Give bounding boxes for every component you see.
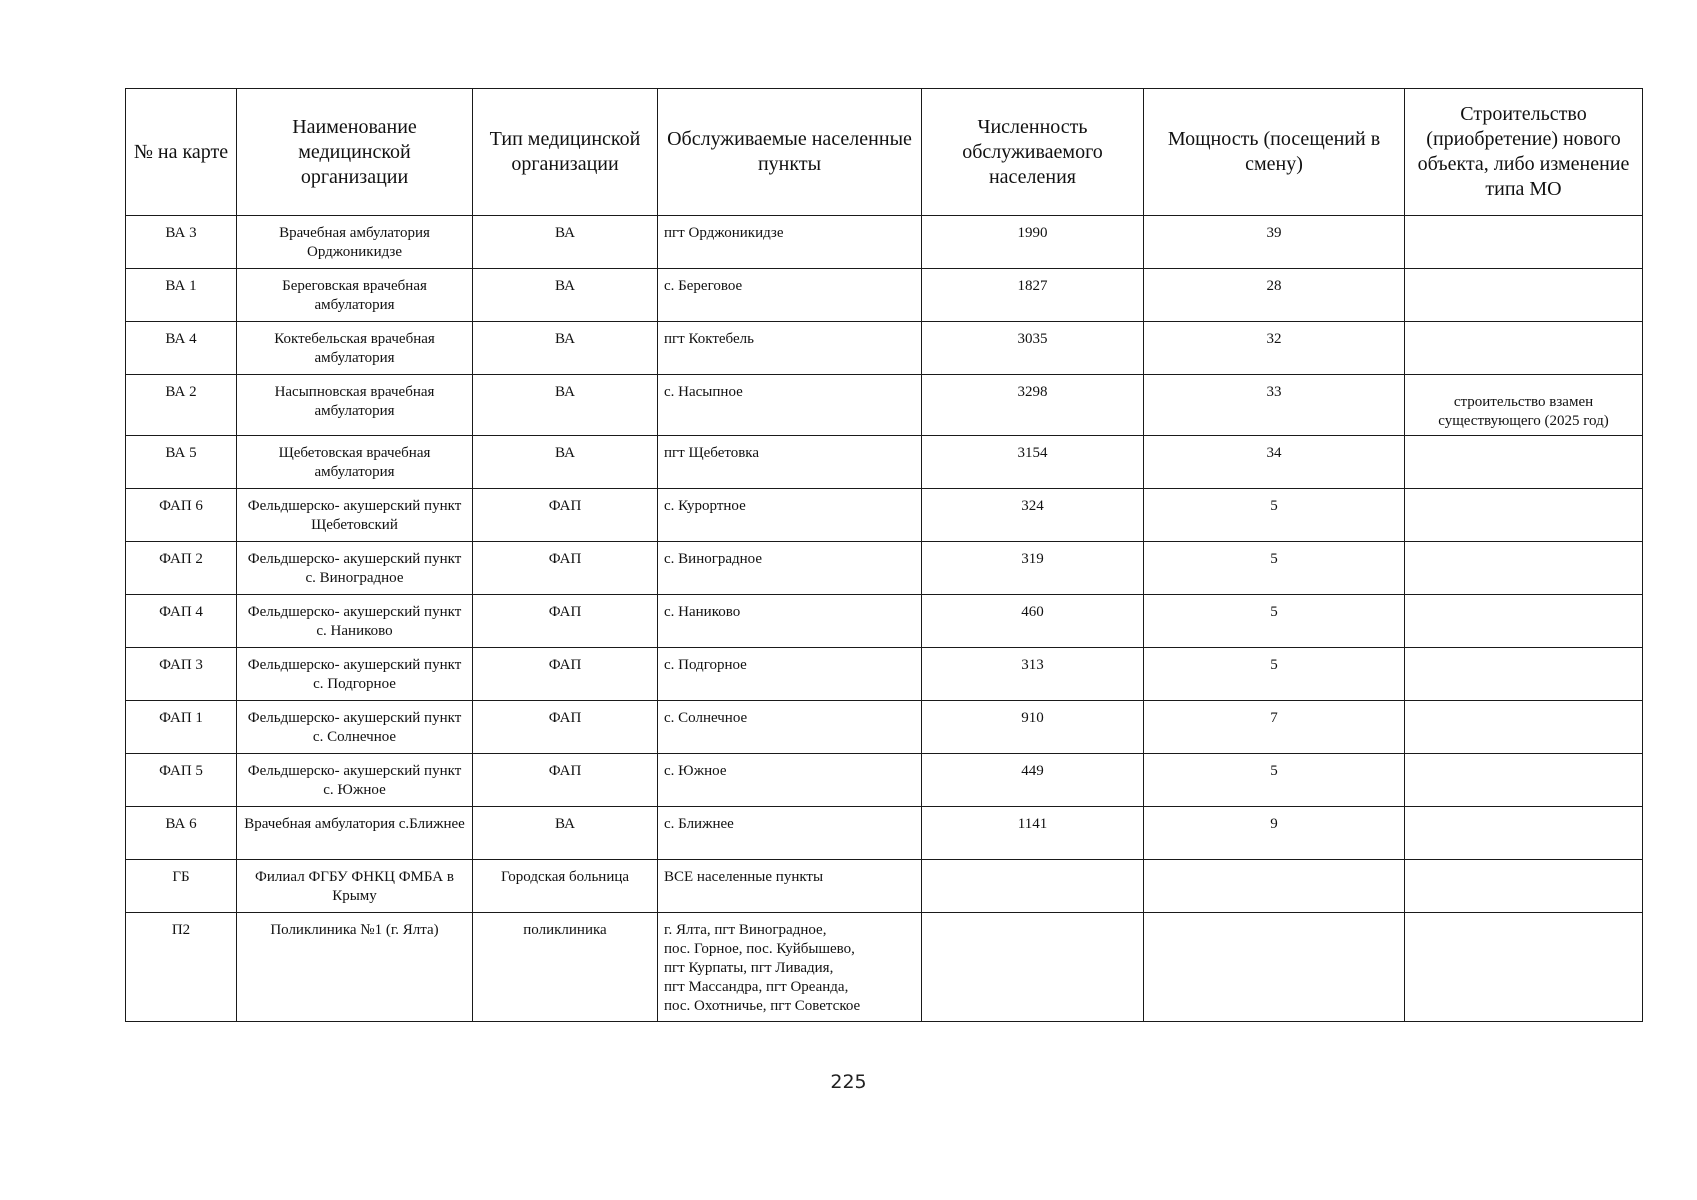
table-row xyxy=(126,913,1643,1022)
table-row xyxy=(126,375,1643,436)
cell-organization-type: ВА xyxy=(473,807,658,860)
cell-map-number: ФАП 1 xyxy=(126,701,237,754)
table-row xyxy=(126,542,1643,595)
cell-map-number: ФАП 6 xyxy=(126,489,237,542)
cell-construction xyxy=(1405,860,1643,913)
cell-capacity: 28 xyxy=(1144,269,1405,322)
cell-construction xyxy=(1405,489,1643,542)
cell-capacity: 39 xyxy=(1144,216,1405,269)
cell-construction xyxy=(1405,322,1643,375)
cell-organization-name: Поликлиника №1 (г. Ялта) xyxy=(237,913,473,1022)
cell-organization-name: Фельдшерско- акушерский пункт с. Наниково xyxy=(237,595,473,648)
cell-organization-type: Городская больница xyxy=(473,860,658,913)
cell-construction xyxy=(1405,436,1643,489)
table-row xyxy=(126,807,1643,860)
header-organization-type: Тип медицинской организации xyxy=(473,89,658,216)
cell-organization-type: поликлиника xyxy=(473,913,658,1022)
cell-construction xyxy=(1405,754,1643,807)
cell-organization-name: Филиал ФГБУ ФНКЦ ФМБА в Крыму xyxy=(237,860,473,913)
table-row xyxy=(126,701,1643,754)
cell-organization-type: ВА xyxy=(473,269,658,322)
cell-organization-name: Коктебельская врачебная амбулатория xyxy=(237,322,473,375)
construction-note: строительство взамен существующего (2025 год) xyxy=(1438,394,1609,429)
cell-organization-type: ФАП xyxy=(473,701,658,754)
cell-served-settlements: пгт Щебетовка xyxy=(658,436,922,489)
header-organization-name: Наименование медицинской организации xyxy=(237,89,473,216)
cell-organization-type: ВА xyxy=(473,436,658,489)
table-row xyxy=(126,436,1643,489)
table-header-row xyxy=(126,89,1643,216)
cell-capacity: 5 xyxy=(1144,754,1405,807)
cell-map-number: ФАП 2 xyxy=(126,542,237,595)
cell-population: 910 xyxy=(922,701,1144,754)
cell-population: 3298 xyxy=(922,375,1144,436)
cell-population: 3035 xyxy=(922,322,1144,375)
cell-map-number: ФАП 4 xyxy=(126,595,237,648)
cell-organization-name: Фельдшерско- акушерский пункт с. Подгорное xyxy=(237,648,473,701)
cell-map-number: ФАП 3 xyxy=(126,648,237,701)
cell-capacity: 5 xyxy=(1144,648,1405,701)
cell-capacity: 7 xyxy=(1144,701,1405,754)
cell-map-number: ВА 5 xyxy=(126,436,237,489)
cell-construction xyxy=(1405,375,1643,436)
table-row xyxy=(126,489,1643,542)
cell-organization-name: Врачебная амбулатория Орджоникидзе xyxy=(237,216,473,269)
cell-capacity: 32 xyxy=(1144,322,1405,375)
cell-map-number: ВА 6 xyxy=(126,807,237,860)
table-row xyxy=(126,322,1643,375)
cell-construction xyxy=(1405,913,1643,1022)
cell-organization-type: ФАП xyxy=(473,595,658,648)
cell-capacity xyxy=(1144,860,1405,913)
cell-population: 319 xyxy=(922,542,1144,595)
cell-construction xyxy=(1405,648,1643,701)
cell-organization-name: Береговская врачебная амбулатория xyxy=(237,269,473,322)
cell-organization-name: Щебетовская врачебная амбулатория xyxy=(237,436,473,489)
cell-map-number: П2 xyxy=(126,913,237,1022)
cell-population: 449 xyxy=(922,754,1144,807)
cell-population: 3154 xyxy=(922,436,1144,489)
cell-organization-type: ФАП xyxy=(473,754,658,807)
cell-organization-type: ФАП xyxy=(473,648,658,701)
table-row xyxy=(126,269,1643,322)
cell-population: 1141 xyxy=(922,807,1144,860)
cell-served-settlements: с. Курортное xyxy=(658,489,922,542)
cell-served-settlements: с. Ближнее xyxy=(658,807,922,860)
cell-organization-type: ФАП xyxy=(473,489,658,542)
cell-capacity xyxy=(1144,913,1405,1022)
cell-capacity: 9 xyxy=(1144,807,1405,860)
medical-organizations-table xyxy=(125,88,1643,1022)
cell-organization-name: Насыпновская врачебная амбулатория xyxy=(237,375,473,436)
cell-population: 313 xyxy=(922,648,1144,701)
cell-construction xyxy=(1405,701,1643,754)
cell-map-number: ВА 3 xyxy=(126,216,237,269)
cell-map-number: ВА 4 xyxy=(126,322,237,375)
header-served-settlements: Обслуживаемые населенные пункты xyxy=(658,89,922,216)
table-row xyxy=(126,648,1643,701)
cell-served-settlements: с. Наниково xyxy=(658,595,922,648)
table-row xyxy=(126,595,1643,648)
table-row xyxy=(126,754,1643,807)
cell-served-settlements: с. Береговое xyxy=(658,269,922,322)
cell-served-settlements: с. Южное xyxy=(658,754,922,807)
table-row xyxy=(126,860,1643,913)
header-population: Численность обслуживаемого населения xyxy=(922,89,1144,216)
page-number: 225 xyxy=(830,1071,867,1093)
table-row xyxy=(126,216,1643,269)
cell-population xyxy=(922,913,1144,1022)
cell-served-settlements: с. Виноградное xyxy=(658,542,922,595)
cell-map-number: ВА 2 xyxy=(126,375,237,436)
cell-map-number: ГБ xyxy=(126,860,237,913)
cell-organization-type: ВА xyxy=(473,375,658,436)
cell-organization-type: ФАП xyxy=(473,542,658,595)
cell-map-number: ФАП 5 xyxy=(126,754,237,807)
cell-capacity: 5 xyxy=(1144,489,1405,542)
cell-capacity: 33 xyxy=(1144,375,1405,436)
cell-organization-type: ВА xyxy=(473,322,658,375)
cell-construction xyxy=(1405,595,1643,648)
cell-construction xyxy=(1405,807,1643,860)
cell-organization-name: Фельдшерско- акушерский пункт с. Южное xyxy=(237,754,473,807)
cell-organization-name: Врачебная амбулатория с.Ближнее xyxy=(237,807,473,860)
cell-served-settlements: пгт Коктебель xyxy=(658,322,922,375)
header-construction: Строительство (приобретение) нового объекта, либо изменение типа МО xyxy=(1405,89,1643,216)
cell-population xyxy=(922,860,1144,913)
cell-served-settlements: с. Подгорное xyxy=(658,648,922,701)
cell-capacity: 5 xyxy=(1144,542,1405,595)
cell-served-settlements: с. Солнечное xyxy=(658,701,922,754)
cell-construction xyxy=(1405,216,1643,269)
cell-map-number: ВА 1 xyxy=(126,269,237,322)
cell-capacity: 5 xyxy=(1144,595,1405,648)
header-map-number: № на карте xyxy=(126,89,237,216)
cell-construction xyxy=(1405,269,1643,322)
cell-served-settlements: ВСЕ населенные пункты xyxy=(658,860,922,913)
cell-served-settlements: пгт Орджоникидзе xyxy=(658,216,922,269)
cell-organization-name: Фельдшерско- акушерский пункт с. Виноградное xyxy=(237,542,473,595)
cell-population: 324 xyxy=(922,489,1144,542)
cell-served-settlements: с. Насыпное xyxy=(658,375,922,436)
cell-population: 460 xyxy=(922,595,1144,648)
cell-population: 1827 xyxy=(922,269,1144,322)
cell-construction xyxy=(1405,542,1643,595)
cell-served-settlements: г. Ялта, пгт Виноградное, пос. Горное, пос. Куйбышево, пгт Курпаты, пгт Ливадия, пгт Массандра, пгт Ореанда, пос. Охотничье, пгт Советское xyxy=(658,913,922,1022)
cell-organization-type: ВА xyxy=(473,216,658,269)
cell-capacity: 34 xyxy=(1144,436,1405,489)
cell-organization-name: Фельдшерско- акушерский пункт Щебетовский xyxy=(237,489,473,542)
header-capacity: Мощность (посещений в смену) xyxy=(1144,89,1405,216)
cell-population: 1990 xyxy=(922,216,1144,269)
cell-organization-name: Фельдшерско- акушерский пункт с. Солнечное xyxy=(237,701,473,754)
